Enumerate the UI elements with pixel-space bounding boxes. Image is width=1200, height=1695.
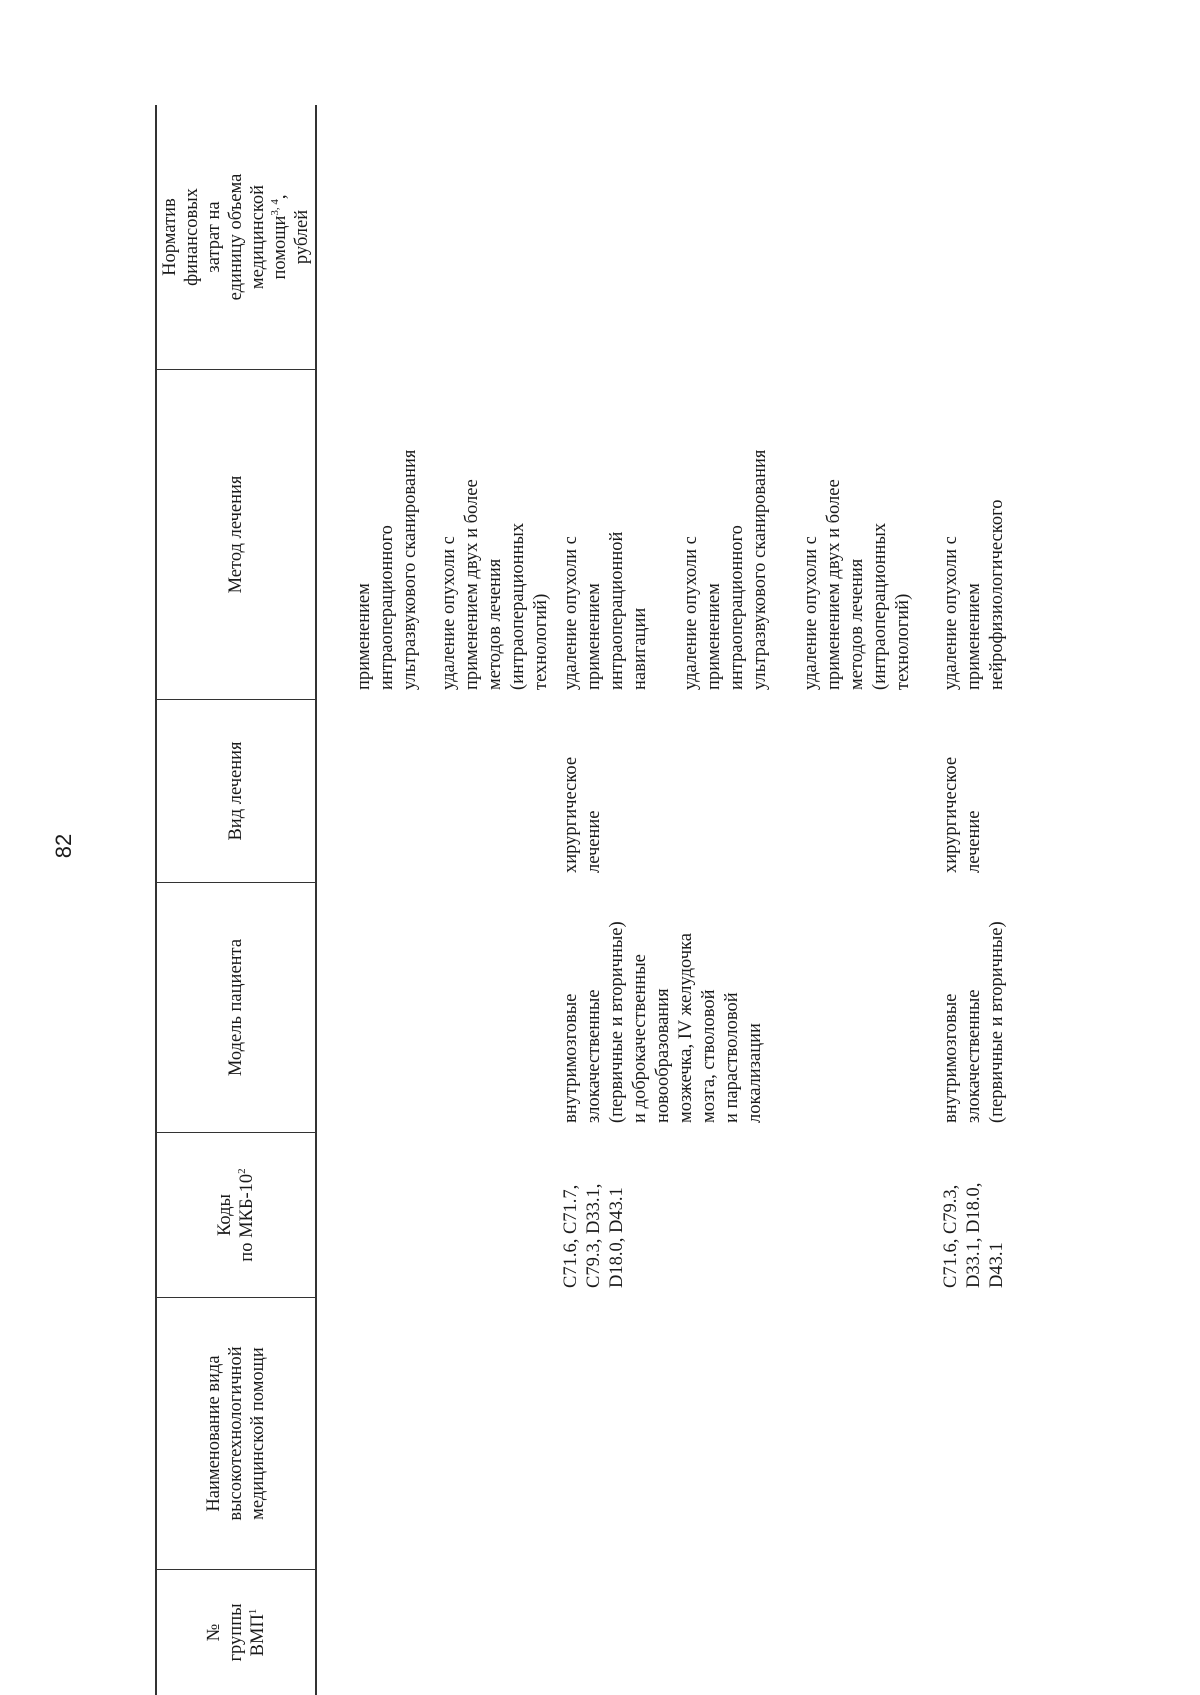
rotated-table (155, 105, 1007, 1695)
header-cost-standard: Норматив финансовых затрат на единицу объема медицинской помощи$^{3, 4}$, рублей (157, 105, 315, 370)
header-patient-model: Модель пациента (157, 883, 315, 1133)
method-cell: удаление опухоли с применением двух и более методов лечения (интраоперационных технологий) (801, 479, 913, 690)
patient-model-cell: внутримозговые злокачественные (первичные и вторичные) (941, 921, 1007, 1123)
patient-model-cell: внутримозговые злокачественные (первичные и вторичные) и доброкачественные новообразования мозжечка, IV желудочка мозга, стволовой и параствoловой локализации (561, 921, 765, 1123)
method-cell: удаление опухоли с применением нейрофизиологического (941, 499, 1007, 690)
method-cell: удаление опухоли с применением интраоперационного ультразвукового сканирования (681, 449, 770, 690)
method-cell: применением интраоперационного ультразвукового сканирования (354, 449, 420, 690)
page-number: 82 (51, 833, 76, 859)
method-cell: удаление опухоли с применением интраоперационной навигации (561, 531, 650, 690)
codes-cell: C71.6, C71.7, C79.3, D33.1, D18.0, D43.1 (561, 1183, 627, 1288)
table-header (155, 105, 317, 1695)
treatment-type-cell: хирургическое лечение (941, 756, 984, 873)
header-treatment-type: Вид лечения (157, 700, 315, 883)
header-name: Наименование вида высокотехнологичной медицинской помощи (157, 1298, 315, 1570)
header-treatment-method: Метод лечения (157, 370, 315, 700)
header-group-no: № группы ВМП$^1$ (204, 1603, 268, 1662)
method-cell: удаление опухоли с применением двух и более методов лечения (интраоперационных технологий) (439, 479, 551, 690)
treatment-type-cell: хирургическое лечение (561, 756, 604, 873)
header-codes: Коды по МКБ-$10^2$ (157, 1133, 315, 1298)
codes-cell: C71.6, C79.3, D33.1, D18.0, D43.1 (941, 1182, 1007, 1288)
